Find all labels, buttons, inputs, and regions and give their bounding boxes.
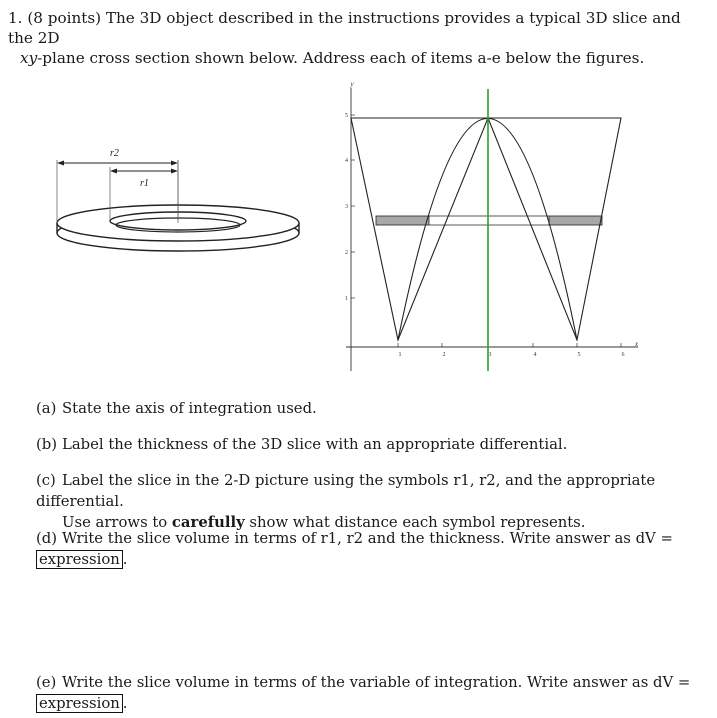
y-tick-4: 4 — [345, 158, 348, 164]
item-e-end: . — [122, 695, 128, 712]
item-d-answer-box[interactable]: expression — [36, 550, 123, 569]
outer-boundary — [351, 118, 621, 340]
x-axis-label: x — [635, 340, 639, 348]
item-d-end: . — [122, 551, 128, 568]
problem-line-2 — [8, 48, 698, 68]
item-e-tag: (e) — [36, 674, 57, 691]
item-e-answer-box[interactable]: expression — [36, 694, 123, 713]
x-tick-3: 3 — [488, 352, 492, 358]
item-d-tag: (d) — [36, 530, 58, 547]
x-tick-6: 6 — [621, 352, 625, 358]
item-e-text: Write the slice volume in terms of the variable of integration. Write answer as dV = — [62, 674, 691, 691]
y-tick-2: 2 — [345, 250, 348, 256]
r1-label: r1 — [140, 178, 149, 189]
y-axis-label: y — [350, 80, 354, 88]
item-a-tag: (a) — [36, 400, 57, 417]
item-b-text: Label the thickness of the 3D slice with an appropriate differential. — [62, 436, 568, 453]
xy-variable: xy — [20, 49, 38, 67]
r2-label: r2 — [110, 148, 119, 159]
y-tick-3: 3 — [345, 204, 348, 210]
item-d-text: Write the slice volume in terms of r1, r2 and the thickness. Write answer as dV = — [62, 530, 673, 547]
x-tick-4: 4 — [533, 352, 537, 358]
r2-arrowhead-right — [171, 161, 178, 166]
item-c-text: Label the slice in the 2-D picture using the symbols r1, r2, and the appropriate differential. — [36, 472, 656, 510]
problem-number: 1. — [8, 9, 23, 27]
item-c-tag: (c) — [36, 472, 56, 489]
problem-statement — [8, 8, 698, 68]
x-tick-2: 2 — [442, 352, 446, 358]
item-c-line-2-post: show what distance each symbol represents. — [244, 514, 586, 531]
x-tick-5: 5 — [577, 352, 581, 358]
item-c-emphasis: carefully — [171, 514, 245, 531]
item-c — [36, 470, 706, 533]
item-e — [36, 672, 708, 714]
x-tick-1: 1 — [398, 352, 402, 358]
problem-line-2-rest: -plane cross section shown below. Address each of items a-e below the figures. — [37, 49, 645, 67]
y-ticks — [345, 113, 355, 302]
r1-arrowhead-right — [171, 169, 178, 174]
y-tick-5: 5 — [345, 113, 348, 119]
item-b-tag: (b) — [36, 436, 58, 453]
r2-arrowhead-left — [57, 161, 64, 166]
slice-bar-left — [376, 216, 429, 225]
y-tick-1: 1 — [345, 296, 348, 302]
x-ticks — [398, 343, 625, 358]
r1-arrowhead-left — [110, 169, 117, 174]
slice-bar-right — [549, 216, 602, 225]
cross-section-graph — [330, 75, 660, 375]
washer-slice-figure — [50, 140, 310, 255]
item-b — [36, 434, 567, 455]
item-a — [36, 398, 317, 419]
item-c-line-2-pre: Use arrows to — [62, 514, 172, 531]
item-a-text: State the axis of integration used. — [62, 400, 317, 417]
problem-line-1: (8 points) The 3D object described in the instructions provides a typical 3D slice and the 2D — [8, 9, 681, 47]
item-d — [36, 528, 708, 570]
